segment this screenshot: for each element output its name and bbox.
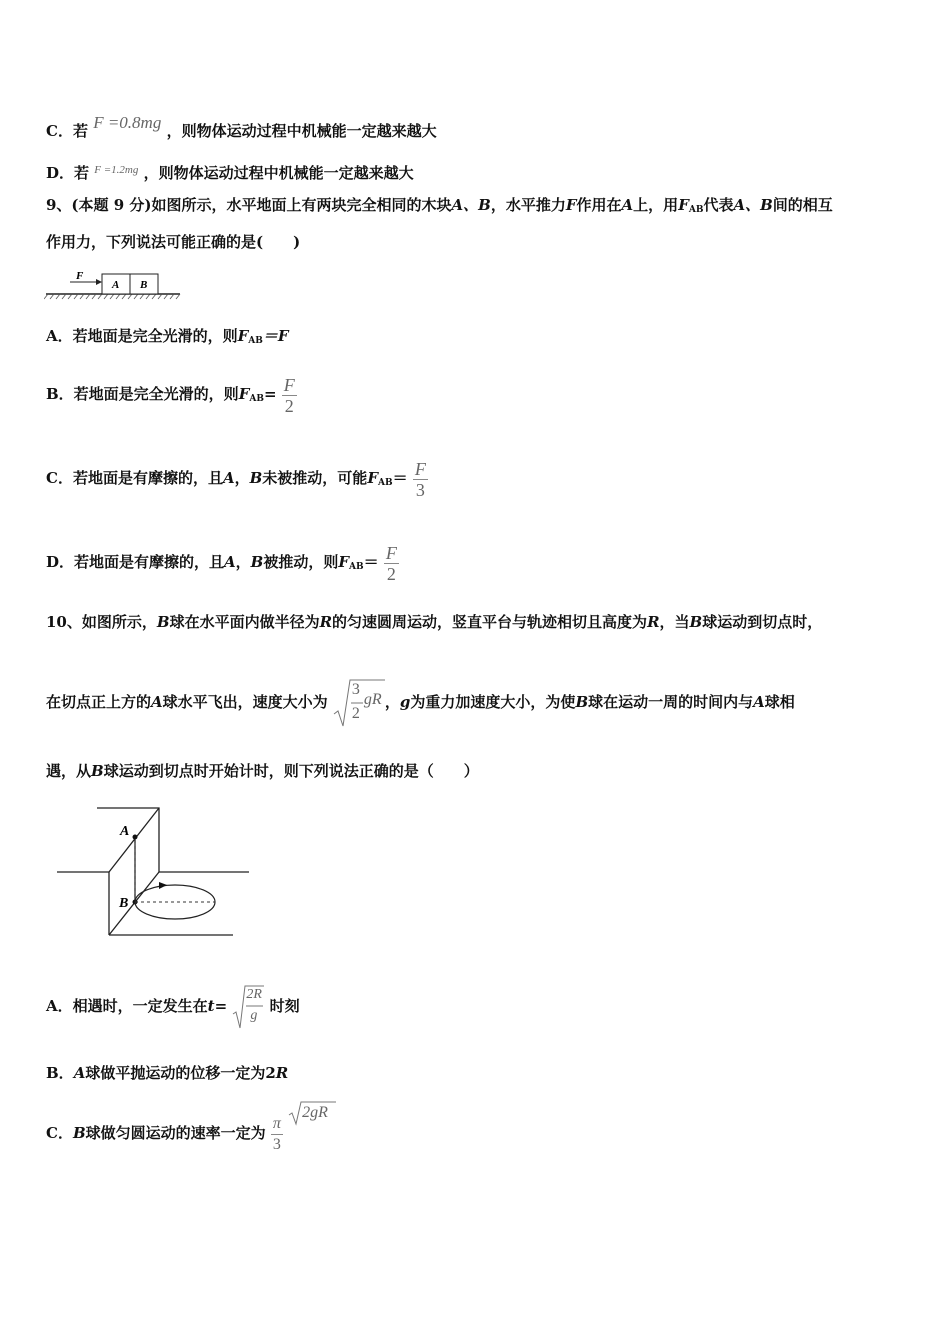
ball-a-label: A: [120, 824, 130, 839]
fraction: $\frac{F}{2}$: [283, 374, 295, 416]
option-label: C．若: [46, 122, 88, 140]
q8-option-c: [46, 112, 437, 142]
q9-stem-line1: 9、(本题 9 分)如图所示，水平地面上有两块完全相同的木块A、B，水平推力F作用在A上，用$F_{AB}$代表A、B间的相互: [46, 196, 833, 215]
option-label: D．若: [46, 164, 90, 182]
formula: F =1.2mg: [94, 164, 139, 176]
q10-platform-figure: [55, 805, 255, 941]
sqrt-expression: 3 2 gR: [333, 678, 385, 728]
q10-stem-line3: 遇，从B球运动到切点时开始计时，则下列说法正确的是（ ）: [46, 762, 479, 780]
q9-option-c: C．若地面是有摩擦的，且A，B未被推动，可能$F_{AB}=$ $\frac{F}{3}$: [46, 458, 426, 500]
q10-stem-line1: 10、如图所示，B球在水平面内做半径为R的匀速圆周运动，竖直平台与轨迹相切且高度为R，当B球运动到切点时，: [46, 613, 823, 631]
block-b-label: B: [140, 279, 148, 291]
sqrt-expression: 2R g: [232, 984, 264, 1030]
q10-option-a: A．相遇时，一定发生在t= 2R g 时刻: [46, 980, 300, 1032]
q9-blocks-figure: [44, 268, 184, 302]
fraction: $\frac{\pi}{3}$: [272, 1114, 281, 1153]
q9-option-d: D．若地面是有摩擦的，且A，B被推动，则$F_{AB}=$ $\frac{F}{2}$: [46, 542, 397, 584]
force-f-label: F: [76, 270, 84, 282]
q10-stem-line2: 在切点正上方的A球水平飞出，速度大小为 3 2 gR ，g为重力加速度大小，为使B球在运动一周的时间内与A球相: [46, 674, 795, 730]
q10-option-c: C．B球做匀圆运动的速率一定为 $\frac{\pi}{3}$ 2gR: [46, 1100, 336, 1158]
ball-b-label: B: [119, 896, 129, 911]
q9-option-a: A．若地面是完全光滑的，则$F_{AB}=F$: [46, 327, 289, 346]
fraction: $\frac{F}{2}$: [385, 542, 397, 584]
sqrt-expression: 2gR: [288, 1100, 336, 1126]
fraction: $\frac{F}{3}$: [414, 458, 426, 500]
option-text: ，则物体运动过程中机械能一定越来越大: [143, 164, 414, 182]
q10-option-b: B．A球做平抛运动的位移一定为2R: [46, 1064, 289, 1082]
block-a-label: A: [112, 279, 120, 291]
formula: F =0.8mg: [93, 113, 162, 132]
q9-stem-line2: 作用力，下列说法可能正确的是( ): [46, 233, 301, 251]
q9-option-b: B．若地面是完全光滑的，则$F_{AB}=$ $\frac{F}{2}$: [46, 374, 295, 416]
q8-option-d: [46, 159, 414, 184]
option-text: ，则物体运动过程中机械能一定越来越大: [166, 122, 437, 140]
